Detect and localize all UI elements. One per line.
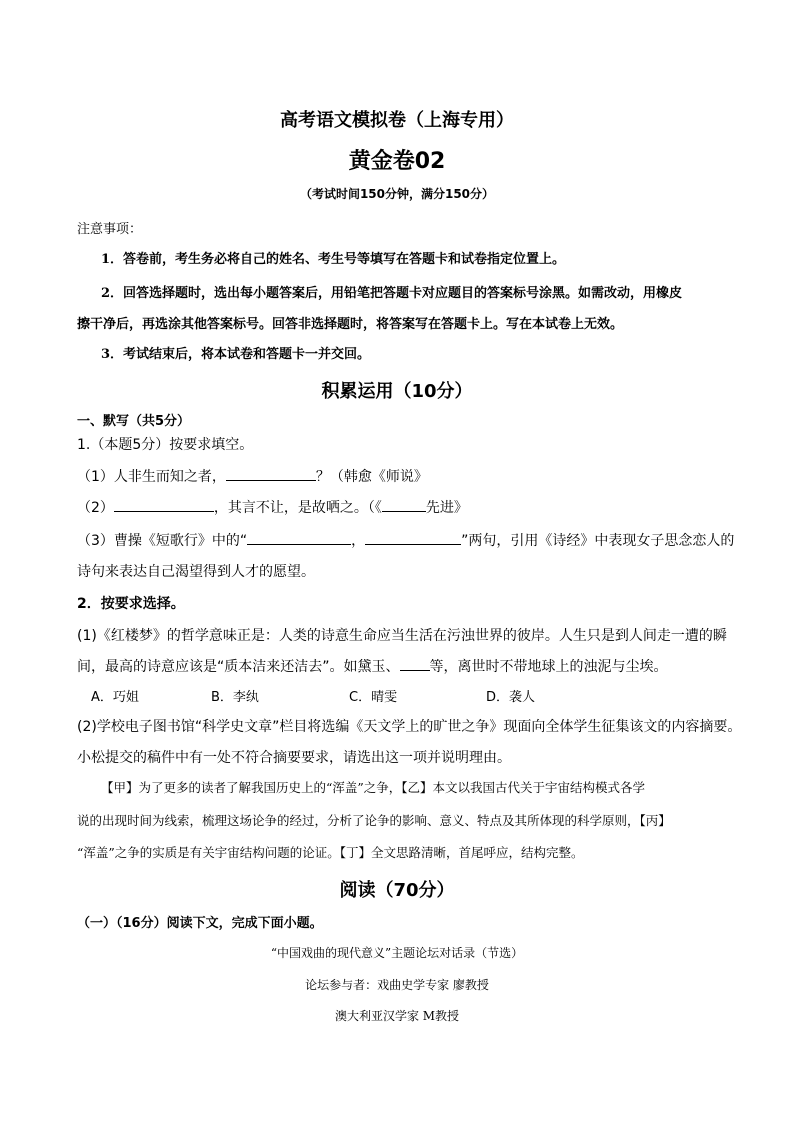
answer-blank[interactable] — [382, 497, 426, 512]
notice-item-3: 3．考试结束后，将本试卷和答题卡一并交回。 — [101, 347, 371, 362]
q1-item-2-text-b: ，其言不让，是故哂之。（《 — [213, 500, 382, 516]
answer-blank[interactable] — [247, 530, 351, 545]
part-heading-dictation: 一、默写（共5分） — [77, 414, 191, 429]
notice-item-2: 2．回答选择题时，选出每小题答案后，用铅笔把答题卡对应题目的答案标号涂黑。如需改动，用橡皮 — [101, 286, 683, 301]
article-title: “中国戏曲的现代意义”主题论坛对话录（节选） — [270, 946, 524, 960]
participants-line-2: 澳大利亚汉学家 M教授 — [334, 1009, 460, 1023]
q1-item-3 — [77, 530, 734, 550]
exam-title: 高考语文模拟卷（上海专用） — [280, 110, 514, 131]
answer-blank[interactable] — [400, 656, 430, 671]
q1-item-2-text-c: 先进》 — [425, 500, 468, 516]
option-d[interactable]: D．袭人 — [486, 690, 536, 705]
q1-item-3-cont: 诗句来表达自己渴望得到人才的愿望。 — [77, 564, 315, 580]
notice-item-1: 1．答卷前，考生务必将自己的姓名、考生号等填写在答题卡和试卷指定位置上。 — [101, 252, 566, 267]
exam-subtitle: 黄金卷02 — [348, 149, 446, 174]
q1-item-1 — [77, 466, 428, 486]
answer-blank[interactable] — [114, 497, 214, 512]
answer-blank[interactable] — [226, 466, 316, 481]
participants-line-1: 论坛参与者：戏曲史学专家 廖教授 — [305, 978, 489, 992]
answer-blank[interactable] — [365, 530, 461, 545]
q1-item-1-text-a: （1）人非生而知之者， — [77, 469, 226, 485]
passage-line-2: 说的出现时间为线索，梳理这场论争的经过，分析了论争的影响、意义、特点及其所体现的科学原则，【丙】 — [77, 813, 671, 828]
q1-item-3-text-c: ”两句，引用《诗经》中表现女子思念恋人的 — [461, 533, 735, 549]
option-c[interactable]: C．晴雯 — [349, 690, 398, 705]
option-a[interactable]: A．巧姐 — [91, 690, 139, 705]
section-title-reading: 阅读（70分） — [339, 880, 455, 901]
notice-heading: 注意事项： — [77, 222, 143, 237]
q2-sub1-line1: (1)《红楼梦》的哲学意味正是：人类的诗意生命应当生活在污浊世界的彼岸。人生只是到人间走一遭的瞬 — [77, 628, 727, 644]
passage-line-1: 【甲】为了更多的读者了解我国历史上的“浑盖”之争，【乙】本文以我国古代关于宇宙结构模式各学 — [101, 780, 646, 795]
q2-sub1-line2 — [77, 656, 668, 676]
q1-item-3-text-b: ， — [351, 533, 366, 549]
q1-item-3-text-a: （3）曹操《短歌行》中的“ — [77, 533, 248, 549]
q2-stem: 2．按要求选择。 — [77, 596, 185, 612]
exam-time-note: （考试时间150分钟，满分150分） — [299, 187, 495, 201]
passage-line-3: “浑盖”之争的实质是有关宇宙结构问题的论证。【丁】全文思路清晰，首尾呼应，结构完整。 — [77, 845, 584, 860]
part-heading-reading: （一）（16分）阅读下文，完成下面小题。 — [77, 916, 323, 931]
q2-sub2-line1: (2)学校电子图书馆“科学史文章”栏目将选编《天文学上的旷世之争》现面向全体学生征集该文的内容摘要。 — [77, 719, 742, 735]
q2-sub1-line2-b: 等，离世时不带地球上的浊泥与尘埃。 — [429, 659, 668, 675]
q1-stem: 1.（本题5分）按要求填空。 — [77, 437, 254, 453]
notice-item-2-cont: 擦干净后，再选涂其他答案标号。回答非选择题时，将答案写在答题卡上。写在本试卷上无效。 — [77, 317, 624, 332]
q1-item-1-text-b: ？（韩愈《师说》 — [315, 469, 428, 485]
q2-sub1-line2-a: 间，最高的诗意应该是“质本洁来还洁去”。如黛玉、 — [77, 659, 400, 675]
option-b[interactable]: B．李纨 — [211, 690, 259, 705]
q2-sub2-line2: 小松提交的稿件中有一处不符合摘要要求，请选出这一项并说明理由。 — [77, 750, 511, 766]
q1-item-2 — [77, 497, 468, 517]
section-title-accumulation: 积累运用（10分） — [321, 381, 473, 402]
q1-item-2-text-a: （2） — [77, 500, 114, 516]
